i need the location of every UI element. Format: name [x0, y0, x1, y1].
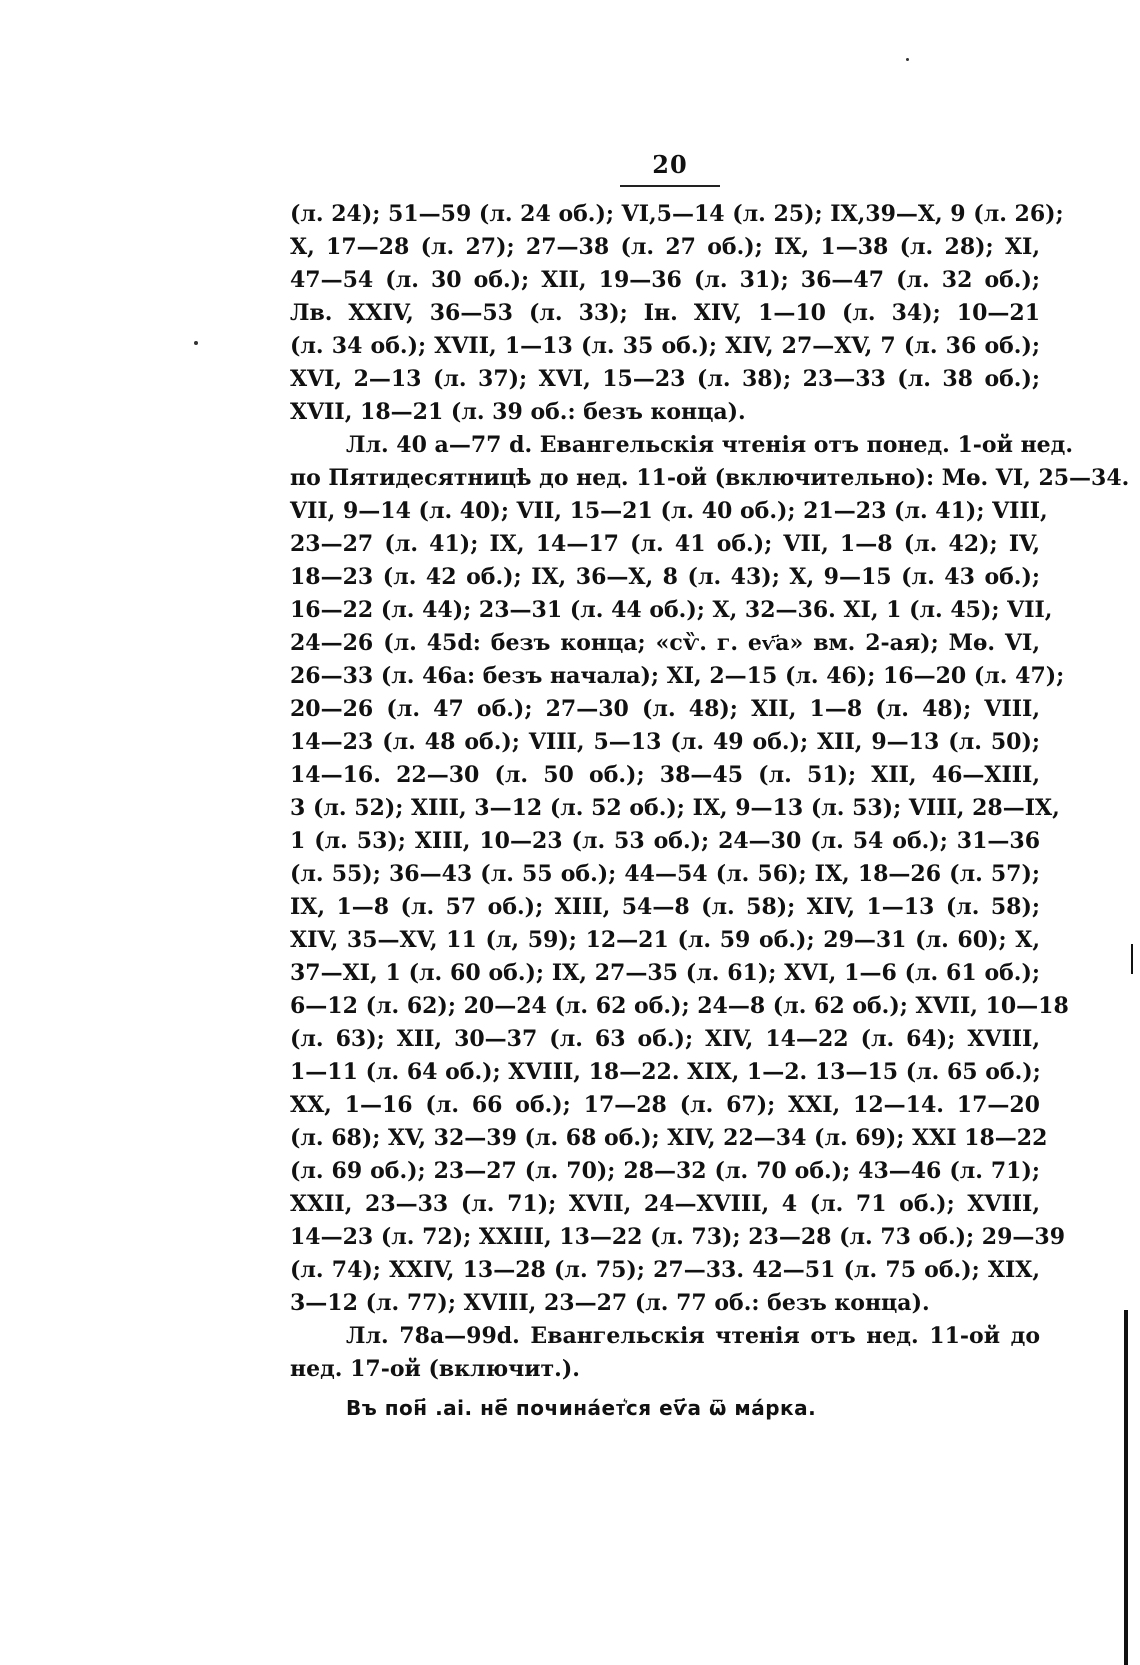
text-line: (л. 34 об.); XVII, 1—13 (л. 35 об.); XIV, 27—XV, 7 (л. 36 об.);: [290, 333, 1041, 359]
text-line: по Пятидесятницѣ до нед. 11-ой (включительно): Мѳ. VI, 25—34.: [290, 465, 1130, 491]
text-line: 3—12 (л. 77); XVIII, 23—27 (л. 77 об.: безъ конца).: [290, 1290, 930, 1316]
text-line: 14—16. 22—30 (л. 50 об.); 38—45 (л. 51); XII, 46—XIII,: [290, 762, 1040, 788]
text-line: X, 17—28 (л. 27); 27—38 (л. 27 об.); IX, 1—38 (л. 28); XI,: [290, 234, 1040, 260]
scan-edge-mark: [1131, 944, 1133, 974]
text-line: 23—27 (л. 41); IX, 14—17 (л. 41 об.); VII, 1—8 (л. 42); IV,: [290, 531, 1040, 557]
paragraph-start-line: Лл. 78а—99d. Евангельскія чтенія отъ нед. 11-ой до: [346, 1323, 1040, 1349]
text-line: 20—26 (л. 47 об.); 27—30 (л. 48); XII, 1—8 (л. 48); VIII,: [290, 696, 1040, 722]
text-line: 18—23 (л. 42 об.); IX, 36—X, 8 (л. 43); X, 9—15 (л. 43 об.);: [290, 564, 1040, 590]
page-number-rule: [620, 185, 720, 187]
text-line: 16—22 (л. 44); 23—31 (л. 44 об.); X, 32—36. XI, 1 (л. 45); VII,: [290, 597, 1053, 623]
text-line: 26—33 (л. 46а: безъ начала); XI, 2—15 (л. 46); 16—20 (л. 47);: [290, 663, 1065, 689]
scan-speck: [194, 341, 198, 345]
text-line: XVII, 18—21 (л. 39 об.: безъ конца).: [290, 399, 746, 425]
text-line: IX, 1—8 (л. 57 об.); XIII, 54—8 (л. 58); XIV, 1—13 (л. 58);: [290, 894, 1040, 920]
text-line: 37—XI, 1 (л. 60 об.); IX, 27—35 (л. 61); XVI, 1—6 (л. 61 об.);: [290, 960, 1040, 986]
text-line: 47—54 (л. 30 об.); XII, 19—36 (л. 31); 36—47 (л. 32 об.);: [290, 267, 1040, 293]
text-line: 1 (л. 53); XIII, 10—23 (л. 53 об.); 24—30 (л. 54 об.); 31—36: [290, 828, 1040, 854]
church-slavonic-line: Въ пон҃ .аі. не҃ почина́ет͛ся еѵ҃а ѿ ма́рка.: [346, 1396, 817, 1420]
text-line: VII, 9—14 (л. 40); VII, 15—21 (л. 40 об.); 21—23 (л. 41); VIII,: [290, 498, 1048, 524]
text-line: 24—26 (л. 45d: безъ конца; «сѷ. г. еѵ҃а» вм. 2-ая); Мѳ. VI,: [290, 630, 1040, 656]
text-line: 1—11 (л. 64 об.); XVIII, 18—22. XIX, 1—2. 13—15 (л. 65 об.);: [290, 1059, 1041, 1085]
text-line: (л. 55); 36—43 (л. 55 об.); 44—54 (л. 56); IX, 18—26 (л. 57);: [290, 861, 1040, 887]
scan-edge-mark: [1124, 1310, 1128, 1665]
text-line: (л. 24); 51—59 (л. 24 об.); VI,5—14 (л. 25); IX,39—X, 9 (л. 26);: [290, 201, 1064, 227]
text-line: 14—23 (л. 48 об.); VIII, 5—13 (л. 49 об.); XII, 9—13 (л. 50);: [290, 729, 1040, 755]
text-line: XVI, 2—13 (л. 37); XVI, 15—23 (л. 38); 23—33 (л. 38 об.);: [290, 366, 1040, 392]
text-line: нед. 17-ой (включит.).: [290, 1356, 580, 1382]
paragraph-start-line: Лл. 40 а—77 d. Евангельскія чтенія отъ понед. 1-ой нед.: [346, 432, 1073, 458]
text-line: XXII, 23—33 (л. 71); XVII, 24—XVIII, 4 (л. 71 об.); XVIII,: [290, 1191, 1040, 1217]
text-line: Лв. XXIV, 36—53 (л. 33); Ін. XIV, 1—10 (л. 34); 10—21: [290, 300, 1040, 326]
text-line: 6—12 (л. 62); 20—24 (л. 62 об.); 24—8 (л. 62 об.); XVII, 10—18: [290, 993, 1069, 1019]
text-line: XX, 1—16 (л. 66 об.); 17—28 (л. 67); XXI, 12—14. 17—20: [290, 1092, 1040, 1118]
text-line: 14—23 (л. 72); XXIII, 13—22 (л. 73); 23—28 (л. 73 об.); 29—39: [290, 1224, 1066, 1250]
text-line: (л. 69 об.); 23—27 (л. 70); 28—32 (л. 70 об.); 43—46 (л. 71);: [290, 1158, 1040, 1184]
scan-speck: [906, 58, 909, 61]
text-line: (л. 68); XV, 32—39 (л. 68 об.); XIV, 22—34 (л. 69); XXI 18—22: [290, 1125, 1048, 1151]
text-line: (л. 74); XXIV, 13—28 (л. 75); 27—33. 42—51 (л. 75 об.); XIX,: [290, 1257, 1040, 1283]
text-line: 3 (л. 52); XIII, 3—12 (л. 52 об.); IX, 9—13 (л. 53); VIII, 28—IX,: [290, 795, 1060, 821]
text-line: XIV, 35—XV, 11 (л, 59); 12—21 (л. 59 об.); 29—31 (л. 60); X,: [290, 927, 1040, 953]
page-number: 20: [652, 150, 688, 179]
text-line: (л. 63); XII, 30—37 (л. 63 об.); XIV, 14—22 (л. 64); XVIII,: [290, 1026, 1040, 1052]
body-text: [290, 198, 1130, 1425]
